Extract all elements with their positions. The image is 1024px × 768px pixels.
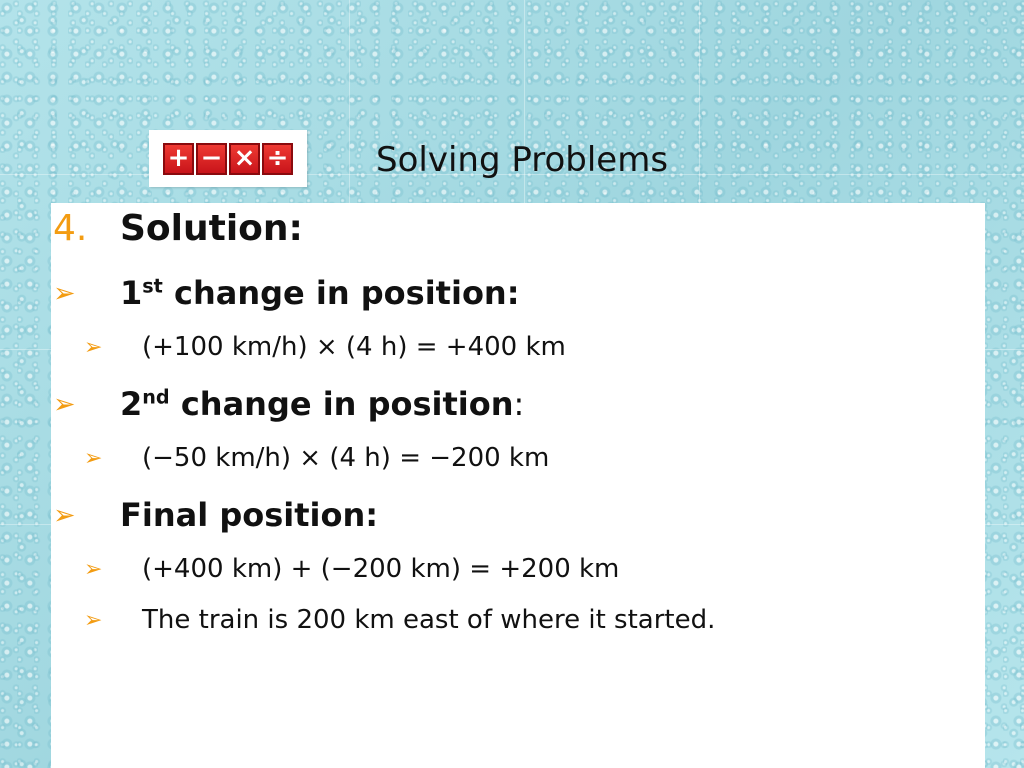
divide-icon: ÷ xyxy=(262,143,293,175)
slide-title: Solving Problems xyxy=(376,140,669,180)
minus-icon: − xyxy=(196,143,227,175)
bullet-arrow-icon: ➢ xyxy=(53,500,76,531)
plus-icon: + xyxy=(163,143,194,175)
multiply-icon: × xyxy=(229,143,260,175)
detail-second-change: (−50 km/h) × (4 h) = −200 km xyxy=(142,443,550,473)
section-heading-final-position: Final position: xyxy=(120,496,379,534)
bullet-arrow-icon: ➢ xyxy=(53,278,76,309)
bullet-arrow-icon: ➢ xyxy=(53,389,76,420)
detail-final-sum: (+400 km) + (−200 km) = +200 km xyxy=(142,554,620,584)
bullet-arrow-icon: ➢ xyxy=(84,446,103,471)
solution-heading: Solution: xyxy=(120,208,303,249)
bullet-arrow-icon: ➢ xyxy=(84,335,103,360)
bullet-arrow-icon: ➢ xyxy=(84,557,103,582)
math-operators-logo xyxy=(149,130,307,187)
detail-conclusion: The train is 200 km east of where it started. xyxy=(142,605,716,635)
bullet-arrow-icon: ➢ xyxy=(84,608,103,633)
detail-first-change: (+100 km/h) × (4 h) = +400 km xyxy=(142,332,566,362)
section-heading-first-change: 1st change in position: xyxy=(120,274,520,312)
section-heading-second-change: 2nd change in position: xyxy=(120,385,525,423)
list-number: 4. xyxy=(53,208,88,249)
